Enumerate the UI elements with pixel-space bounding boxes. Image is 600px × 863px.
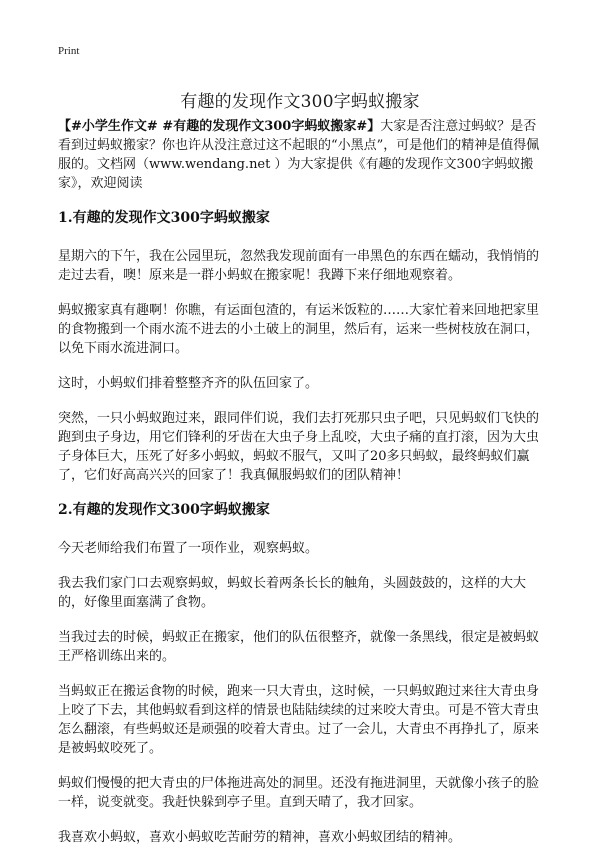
section-1-paragraph-2: 蚂蚁搬家真有趣啊！你瞧，有运面包渣的，有运米饭粒的……大家忙着来回地把家里的食物搬到一个雨水流不进去的小土破上的洞里，然后有，运来一些树枝放在洞口，以免下雨水流进洞口。 bbox=[58, 303, 540, 356]
section-2-paragraph-6: 我喜欢小蚂蚁，喜欢小蚂蚁吃苦耐劳的精神，喜欢小蚂蚁团结的精神。 bbox=[58, 830, 462, 845]
section-1-paragraph-1: 星期六的下午，我在公园里玩，忽然我发现前面有一串黑色的东西在蠕动，我悄悄的走过去看，噢！原来是一群小蚂蚁在搬家呢！我蹲下来仔细地观察着。 bbox=[58, 249, 540, 283]
section-2-paragraph-3: 当我过去的时候，蚂蚁正在搬家，他们的队伍很整齐，就像一条黑线，很定是被蚂蚁王严格训练出来的。 bbox=[58, 630, 540, 664]
section-heading-2: 2.有趣的发现作文300字蚂蚁搬家 bbox=[58, 502, 270, 518]
section-2-paragraph-5: 蚂蚁们慢慢的把大青虫的尸体拖进高处的洞里。还没有拖进洞里，天就像小孩子的脸一样，说变就变。我赶快躲到亭子里。直到天晴了，我才回家。 bbox=[58, 776, 540, 810]
section-2-paragraph-4: 当蚂蚁正在搬运食物的时候，跑来一只大青虫，这时候，一只蚂蚁跑过来往大青虫身上咬了下去，其他蚂蚁看到这样的情景也陆陆续续的过来咬大青虫。可是不管大青虫怎么翻滚，有些蚂蚁还是顽强的咬着大青虫。过了一会儿，大青虫不再挣扎了，原来是被蚂蚁咬死了。 bbox=[58, 684, 540, 756]
article-body bbox=[58, 117, 546, 863]
intro-text: 大家是否注意过蚂蚁？是否看到过蚂蚁搬家？你也许从没注意过这不起眼的“小黑点”，可是他们的精神是值得佩服的。文档网（www.wendang.net ）为大家提供《有趣的发现作文300字蚂蚁搬家》，欢迎阅读 bbox=[58, 119, 540, 191]
section-1-paragraph-4: 突然，一只小蚂蚁跑过来，跟同伴们说，我们去打死那只虫子吧，只见蚂蚁们飞快的跑到虫子身边，用它们锋利的牙齿在大虫子身上乱咬，大虫子痛的直打滚，因为大虫子身体巨大，压死了好多小蚂蚁，蚂蚁不服气，又叫了20多只蚂蚁，最终蚂蚁们赢了，它们好高高兴兴的回家了！我真佩服蚂蚁们的团队精神！ bbox=[58, 411, 540, 483]
section-2-paragraph-1: 今天老师给我们布置了一项作业，观察蚂蚁。 bbox=[58, 541, 319, 556]
section-1-paragraph-3: 这时，小蚂蚁们排着整整齐齐的队伍回家了。 bbox=[58, 376, 319, 391]
print-link[interactable]: Print bbox=[58, 45, 80, 57]
intro-paragraph bbox=[58, 117, 546, 193]
intro-tag-line: 【#小学生作文# #有趣的发现作文300字蚂蚁搬家#】 bbox=[58, 119, 381, 134]
section-2-paragraph-2: 我去我们家门口去观察蚂蚁，蚂蚁长着两条长长的触角，头圆鼓鼓的，这样的大大的，好像里面塞满了食物。 bbox=[58, 576, 527, 610]
section-heading-1: 1.有趣的发现作文300字蚂蚁搬家 bbox=[58, 210, 270, 226]
page-title: 有趣的发现作文300字蚂蚁搬家 bbox=[180, 92, 420, 113]
